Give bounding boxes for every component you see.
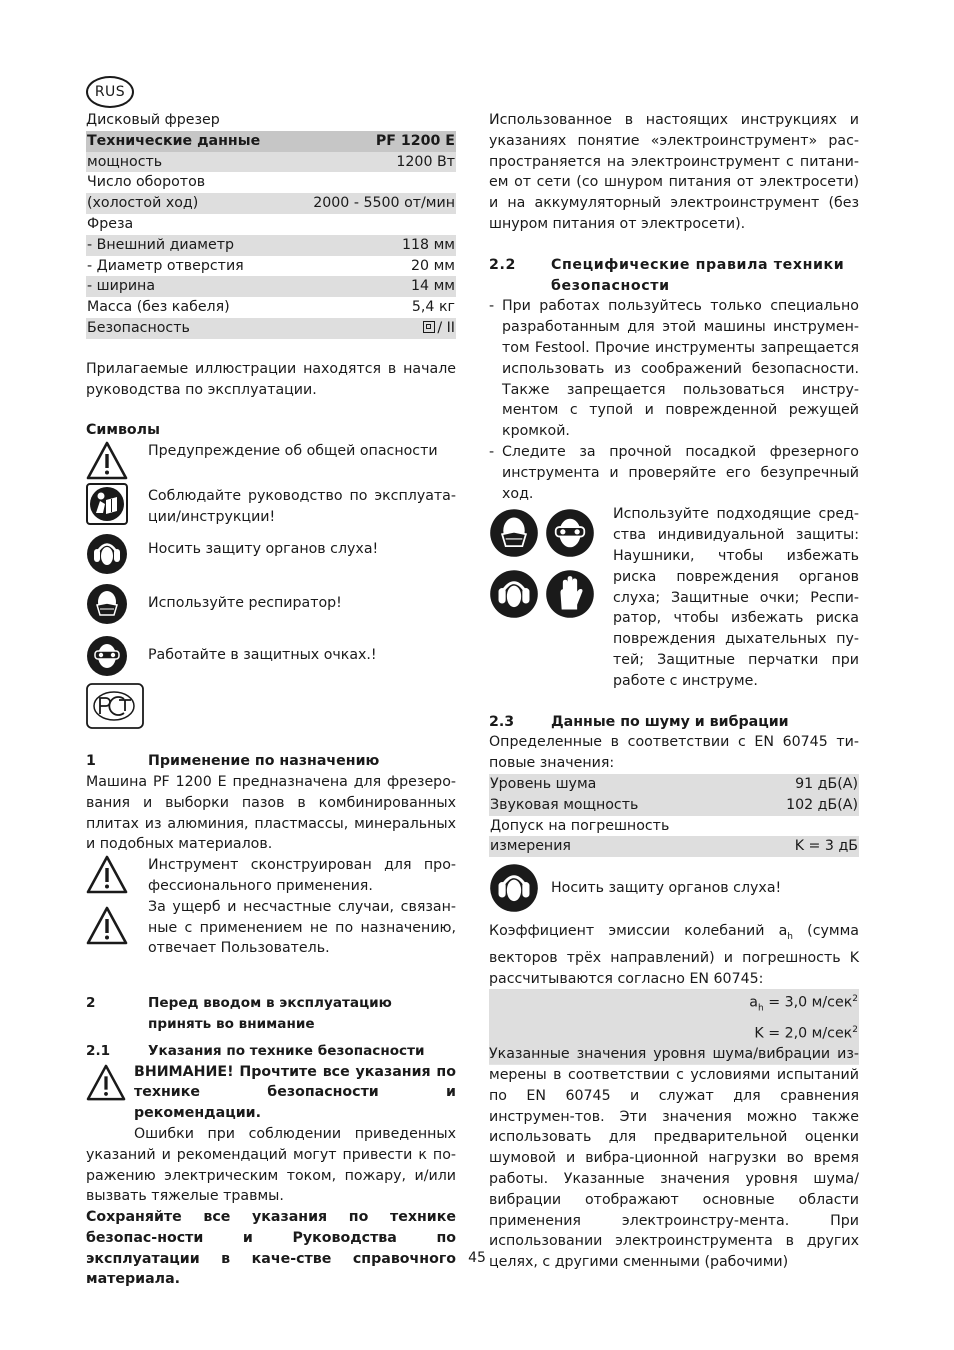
- read-manual-icon: [86, 483, 130, 527]
- section-title: Данные по шуму и вибрации: [551, 713, 789, 730]
- language-badge: RUS: [86, 76, 134, 108]
- spec-value: 1200 Вт: [289, 152, 456, 173]
- table-row: [489, 989, 859, 1019]
- noise-value: K = 3 дБ: [752, 836, 859, 857]
- symbol-text: Используйте респиратор!: [148, 595, 342, 612]
- noise-label: Допуск на погрешность: [490, 817, 670, 834]
- section-2-3-heading: [489, 712, 859, 733]
- keep-instructions-note: Сохраняйте все указания по технике безопас-ности и Руководства по эксплуатации в каче-стве справочного материала.: [86, 1209, 456, 1288]
- safety-goggles-icon: [545, 508, 597, 565]
- section-number: 2: [86, 995, 96, 1012]
- table-row: [86, 318, 456, 339]
- symbol-row: [86, 683, 456, 731]
- noise-value: [752, 816, 859, 837]
- ppe-block: [489, 504, 859, 691]
- vibration-ah-value: [489, 989, 859, 1019]
- safety-warning-bold: ВНИМАНИЕ! Прочтите все указания по технике безопасности и рекомендации.: [134, 1063, 456, 1122]
- spec-table: [86, 131, 456, 339]
- spec-value: 20 мм: [411, 257, 455, 274]
- doc-title: Дисковый фрезер: [86, 112, 220, 128]
- spec-label: - Внешний диаметр: [86, 235, 289, 256]
- page-number: 45: [468, 1250, 486, 1266]
- spec-value: 2000 - 5500 от/мин: [289, 193, 456, 214]
- respirator-icon: [489, 508, 541, 565]
- section-2-2-heading: [489, 255, 859, 297]
- section-1-body: Машина PF 1200 E предназначена для фрезеро-вания и выборки пазов в комбинированных плитах из алюминия, пластмассы, минеральных и подобных материалов.: [86, 773, 456, 853]
- spec-label: Безопасность: [86, 318, 289, 339]
- vibration-closing-text: Указанные значения уровня шума/вибрации из-мерены в соответствии с условиями испытаний по EN 60745 и служат для сравнения инструмен-тов. Эти значения можно также использовать для предварительной оценки шумовой и вибра-ционной нагрузки во время работы. Указанные значения уровня шума/вибрации отображают основные области применения электроинстру-мента. При использовании электроинструмента в других целях, с другими сменными (рабочими): [489, 1044, 859, 1273]
- left-column: [86, 110, 456, 1290]
- warning-triangle-icon: [86, 906, 130, 953]
- spec-label: Масса (без кабеля): [87, 299, 230, 316]
- spec-value: 118 мм: [289, 235, 456, 256]
- warning-triangle-icon: [86, 441, 130, 485]
- section-number: 2.2: [489, 256, 516, 273]
- protective-gloves-icon: [545, 569, 597, 626]
- warning-triangle-icon: [86, 1064, 126, 1109]
- section-number: 1: [86, 753, 96, 770]
- symbol-text: Предупреждение об общей опасности: [148, 443, 438, 460]
- ear-protection-icon: [489, 569, 541, 626]
- power-tool-definition: Использованное в настоящих инструкциях и указаниях понятие «электроинструмент» рас-пространяется на электроинструмент с питани-ем от сети (со шнуром питания от электросети) и на аккумуляторный электроинструмент (без шнуром питания от электросети).: [489, 112, 859, 232]
- spec-value: 5,4 кг: [411, 299, 455, 316]
- section-2-heading: [86, 993, 456, 1035]
- safety-warning-block: [86, 1062, 456, 1208]
- noise-intro: Определенные в соответствии с EN 60745 ти-повые значения:: [489, 734, 859, 772]
- section-1-warnings: [86, 855, 456, 959]
- section-number: 2.3: [489, 713, 515, 730]
- vib-ah-sup: 2: [852, 994, 858, 1005]
- list-item: - При работах пользуйтесь только специально разработанным для этой машины инструмен-том Festool. Прочие инструменты запрещается использовать из соображений безопасности. Также запрещается пользоваться инстру-ментом с тупой и поврежденной режущей кромкой.: [489, 296, 859, 442]
- protection-class-value: / II: [437, 319, 455, 336]
- respirator-icon: [86, 583, 130, 627]
- symbol-row: [86, 441, 456, 479]
- vibration-intro: [489, 921, 859, 989]
- symbol-row: [86, 533, 456, 579]
- spec-header-model: PF 1200 E: [289, 131, 456, 152]
- table-row: [489, 816, 859, 837]
- section-title: Указания по технике безопасности: [148, 1042, 425, 1059]
- table-row: [489, 1020, 859, 1045]
- spec-value: 14 мм: [289, 276, 456, 297]
- table-row: [86, 172, 456, 193]
- warning-icons: [86, 855, 130, 953]
- specific-rules-list: [489, 296, 859, 504]
- symbols-heading: Символы: [86, 422, 160, 439]
- vib-k-sup: 2: [852, 1024, 858, 1035]
- safety-goggles-icon: [86, 635, 130, 679]
- symbol-row: [86, 635, 456, 683]
- table-row: [489, 795, 859, 816]
- section-title: Применение по назначению: [148, 753, 380, 770]
- noise-value: 102 дБ(A): [752, 795, 859, 816]
- section-title: Перед вводом в эксплуатацию принять во внимание: [148, 995, 392, 1032]
- vib-k: K = 2,0 м/сек: [754, 1025, 853, 1042]
- ear-protection-row: [489, 863, 859, 917]
- warning-triangle-icon: [86, 855, 130, 902]
- table-row: [86, 235, 456, 256]
- section-1-heading: [86, 751, 456, 772]
- ppe-icons: [489, 508, 597, 626]
- liability-warning: За ущерб и несчастные случаи, связан-ные с применением не по назначению, отвечает Пользователь.: [148, 898, 456, 957]
- table-row: [86, 214, 456, 235]
- illustrations-note: Прилагаемые иллюстрации находятся в начале руководства по эксплуатации.: [86, 360, 456, 398]
- spec-label: - Диаметр отверстия: [87, 257, 244, 274]
- vibration-intro-b: (сумма векторов трёх направлений) и погрешность K рассчитываются согласно EN 60745:: [489, 923, 860, 987]
- spec-value: [289, 214, 456, 235]
- noise-label: измерения: [489, 836, 752, 857]
- protection-class-icon: [423, 321, 435, 333]
- section-2-1-heading: [86, 1041, 456, 1062]
- vib-ah-sub: h: [757, 1003, 764, 1014]
- ear-protection-note: Носить защиту органов слуха!: [551, 880, 782, 897]
- table-row: [86, 152, 456, 173]
- safety-warning-text: Ошибки при соблюдении приведенных указаний и рекомендаций могут привести к по-ражению электрическим током, пожару, и/или вызвать тяжелые травмы.: [86, 1125, 456, 1205]
- list-item: - Следите за прочной посадкой фрезерного инструмента и проверяйте его безупречный ход.: [489, 442, 859, 504]
- section-number: 2.1: [86, 1042, 111, 1059]
- spec-header-label: Технические данные: [86, 131, 289, 152]
- spec-label: мощность: [86, 152, 289, 173]
- warning-texts: [148, 855, 456, 959]
- spec-table-header: [86, 131, 456, 152]
- professional-use-warning: Инструмент сконструирован для про-фессионального применения.: [148, 857, 456, 894]
- pct-certification-icon: [86, 683, 144, 729]
- table-row: [86, 297, 456, 318]
- spec-value: [289, 318, 456, 339]
- noise-value: 91 дБ(A): [752, 774, 859, 795]
- vib-ah-post: = 3,0 м/сек: [763, 995, 853, 1012]
- spec-label: Фреза: [87, 215, 134, 232]
- right-column: [489, 110, 859, 1273]
- symbol-text: Носить защиту органов слуха!: [148, 541, 379, 558]
- vibration-table: [489, 989, 859, 1044]
- table-row: [489, 836, 859, 857]
- vib-ah-pre: a: [749, 995, 758, 1012]
- symbol-text: Соблюдайте руководство по эксплуата-ции/инструкции!: [148, 488, 456, 525]
- spec-label: - ширина: [86, 276, 289, 297]
- table-row: [86, 276, 456, 297]
- table-row: [86, 193, 456, 214]
- ppe-text: Используйте подходящие сред-ства индивидуальной защиты: Наушники, чтобы избежать риска повреждения органов слуха; Защитные очки; Респи-ратор, чтобы избежать риска повреждения дыхательных пу-тей; Защитные перчатки при работе с инструме.: [613, 506, 859, 689]
- noise-label: Уровень шума: [489, 774, 752, 795]
- vibration-k-value: [489, 1020, 859, 1045]
- spec-label: Число оборотов: [87, 174, 206, 191]
- noise-label: Звуковая мощность: [489, 795, 752, 816]
- table-row: [489, 774, 859, 795]
- section-title: Специфические правила техники безопасности: [551, 256, 845, 294]
- noise-table: [489, 774, 859, 857]
- symbol-text: Работайте в защитных очках.!: [148, 647, 377, 664]
- ear-protection-icon: [86, 533, 130, 577]
- spec-value: [289, 172, 456, 193]
- symbol-row: [86, 583, 456, 631]
- ear-protection-icon: [489, 863, 539, 913]
- symbol-row: [86, 483, 456, 531]
- vibration-intro-a: Коэффициент эмиссии колебаний a: [489, 923, 788, 940]
- table-row: [86, 256, 456, 277]
- spec-label: (холостой ход): [86, 193, 289, 214]
- vibration-intro-sub: h: [787, 931, 794, 942]
